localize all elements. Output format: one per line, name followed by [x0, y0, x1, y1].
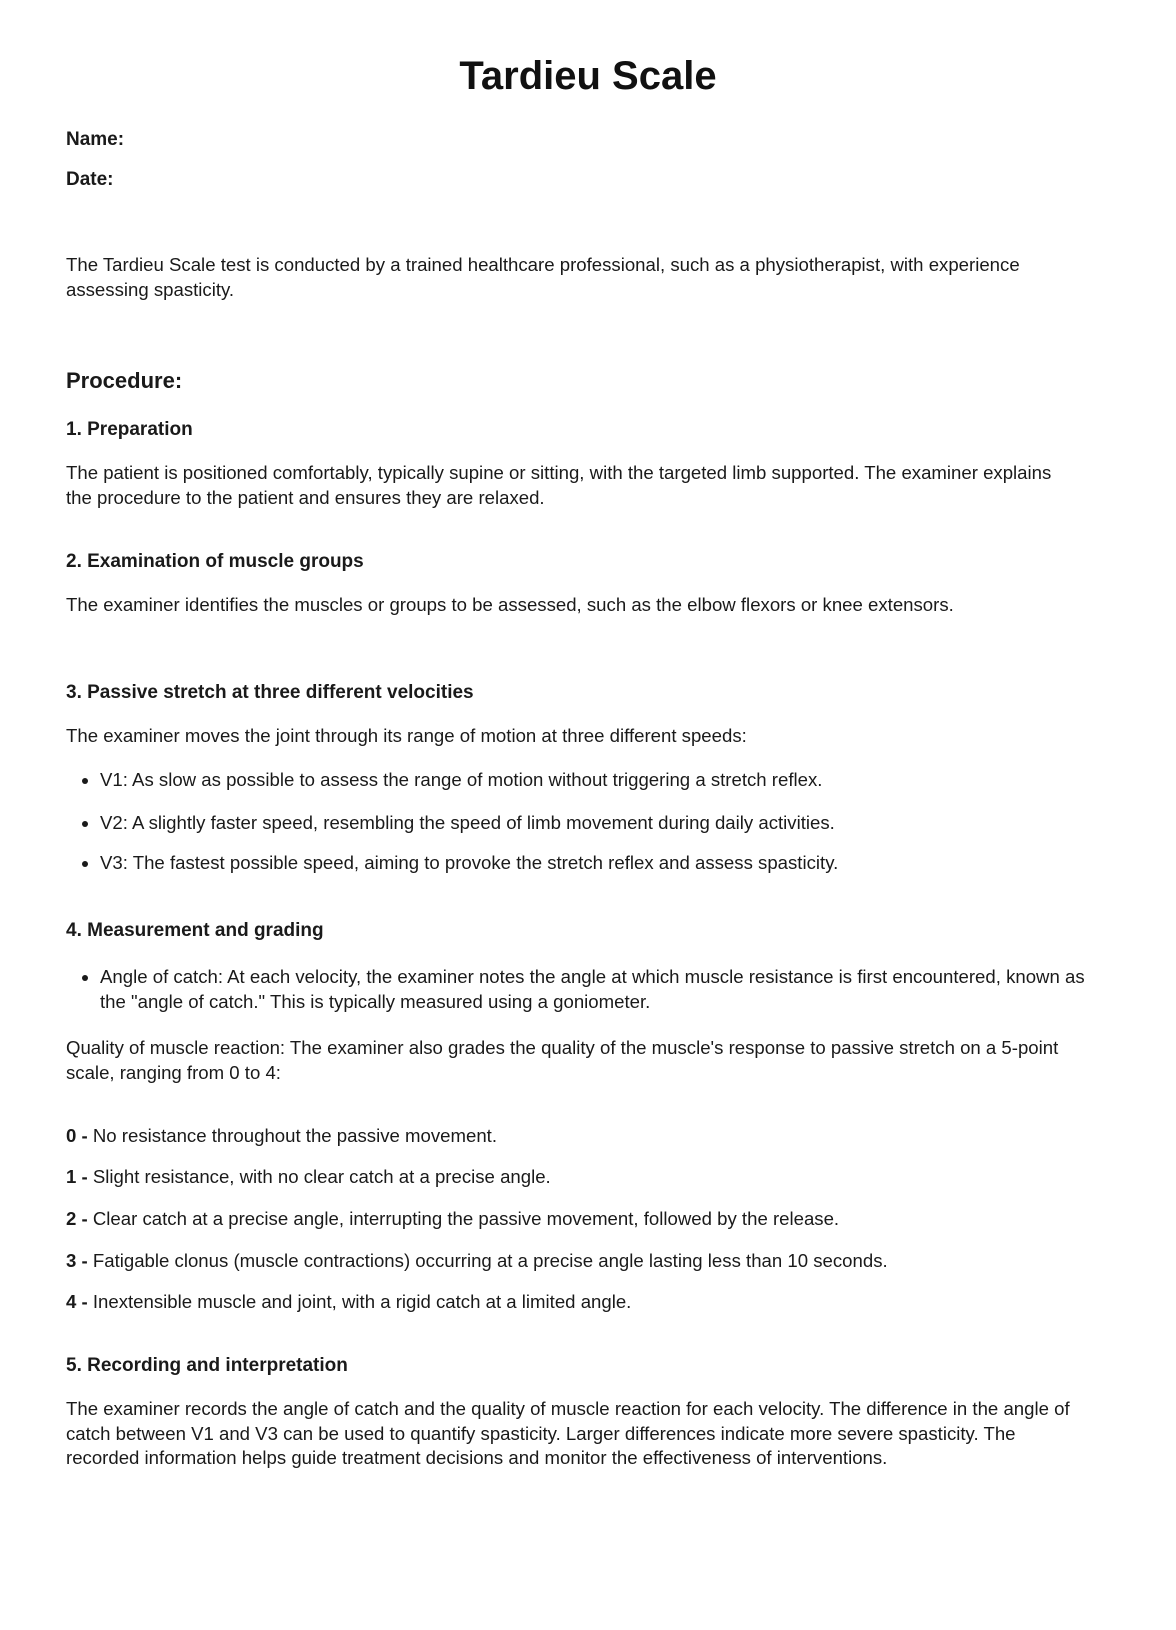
page-title: Tardieu Scale [459, 54, 717, 98]
step-2-text: The examiner identifies the muscles or groups to be assessed, such as the elbow flexors or knee extensors. [66, 594, 954, 615]
grade-1 [66, 1165, 1076, 1190]
grade-number: 0 - [66, 1125, 88, 1146]
grade-2 [66, 1207, 1076, 1232]
intro-paragraph: The Tardieu Scale test is conducted by a trained healthcare professional, such as a physiotherapist, with experience assessing spasticity. [66, 254, 1020, 300]
step-1-text: The patient is positioned comfortably, typically supine or sitting, with the targeted limb supported. The examiner explains the procedure to the patient and ensures they are relaxed. [66, 462, 1052, 508]
grade-number: 4 - [66, 1291, 88, 1312]
list-item: • Angle of catch: At each velocity, the examiner notes the angle at which muscle resistance is first encountered, known as the "angle of catch." This is typically measured using a goniometer. [100, 965, 1110, 1014]
grade-text: Inextensible muscle and joint, with a rigid catch at a limited angle. [92, 1291, 632, 1312]
list-item: • V1: As slow as possible to assess the range of motion without triggering a stretch reflex. [100, 768, 1110, 793]
measurement-list [66, 965, 1110, 1014]
grade-number: 2 - [66, 1208, 88, 1229]
step-4-text: Quality of muscle reaction: The examiner also grades the quality of the muscle's response to passive stretch on a 5-point scale, ranging from 0 to 4: [66, 1037, 1059, 1083]
grade-4 [66, 1290, 1076, 1315]
step-3-text: The examiner moves the joint through its range of motion at three different speeds: [66, 725, 747, 746]
grade-0 [66, 1124, 1076, 1149]
procedure-heading: Procedure: [66, 368, 183, 393]
step-4-heading: 4. Measurement and grading [66, 920, 324, 941]
grade-text: Fatigable clonus (muscle contractions) occurring at a precise angle lasting less than 10 seconds. [92, 1250, 888, 1271]
grade-number: 3 - [66, 1250, 88, 1271]
step-5-text: The examiner records the angle of catch and the quality of muscle reaction for each velocity. The difference in the angle of catch between V1 and V3 can be used to quantify spasticity. Larger differences indicate more severe spasticity. The recorded information helps guide treatment decisions and monitor the effectiveness of interventions. [66, 1398, 1070, 1468]
list-item: • V2: A slightly faster speed, resembling the speed of limb movement during daily activities. [100, 811, 1110, 836]
grade-text: No resistance throughout the passive movement. [92, 1125, 497, 1146]
step-3-heading: 3. Passive stretch at three different velocities [66, 682, 474, 703]
grade-3 [66, 1249, 1076, 1274]
list-item: • V3: The fastest possible speed, aiming to provoke the stretch reflex and assess spasticity. [100, 851, 1110, 876]
grade-text: Clear catch at a precise angle, interrupting the passive movement, followed by the release. [92, 1208, 840, 1229]
step-5-heading: 5. Recording and interpretation [66, 1355, 348, 1376]
step-1-heading: 1. Preparation [66, 419, 193, 440]
velocity-list [66, 768, 1110, 876]
step-2-heading: 2. Examination of muscle groups [66, 551, 364, 572]
name-label: Name: [66, 129, 125, 150]
date-label: Date: [66, 169, 114, 190]
grade-text: Slight resistance, with no clear catch at a precise angle. [92, 1166, 551, 1187]
grade-number: 1 - [66, 1166, 88, 1187]
